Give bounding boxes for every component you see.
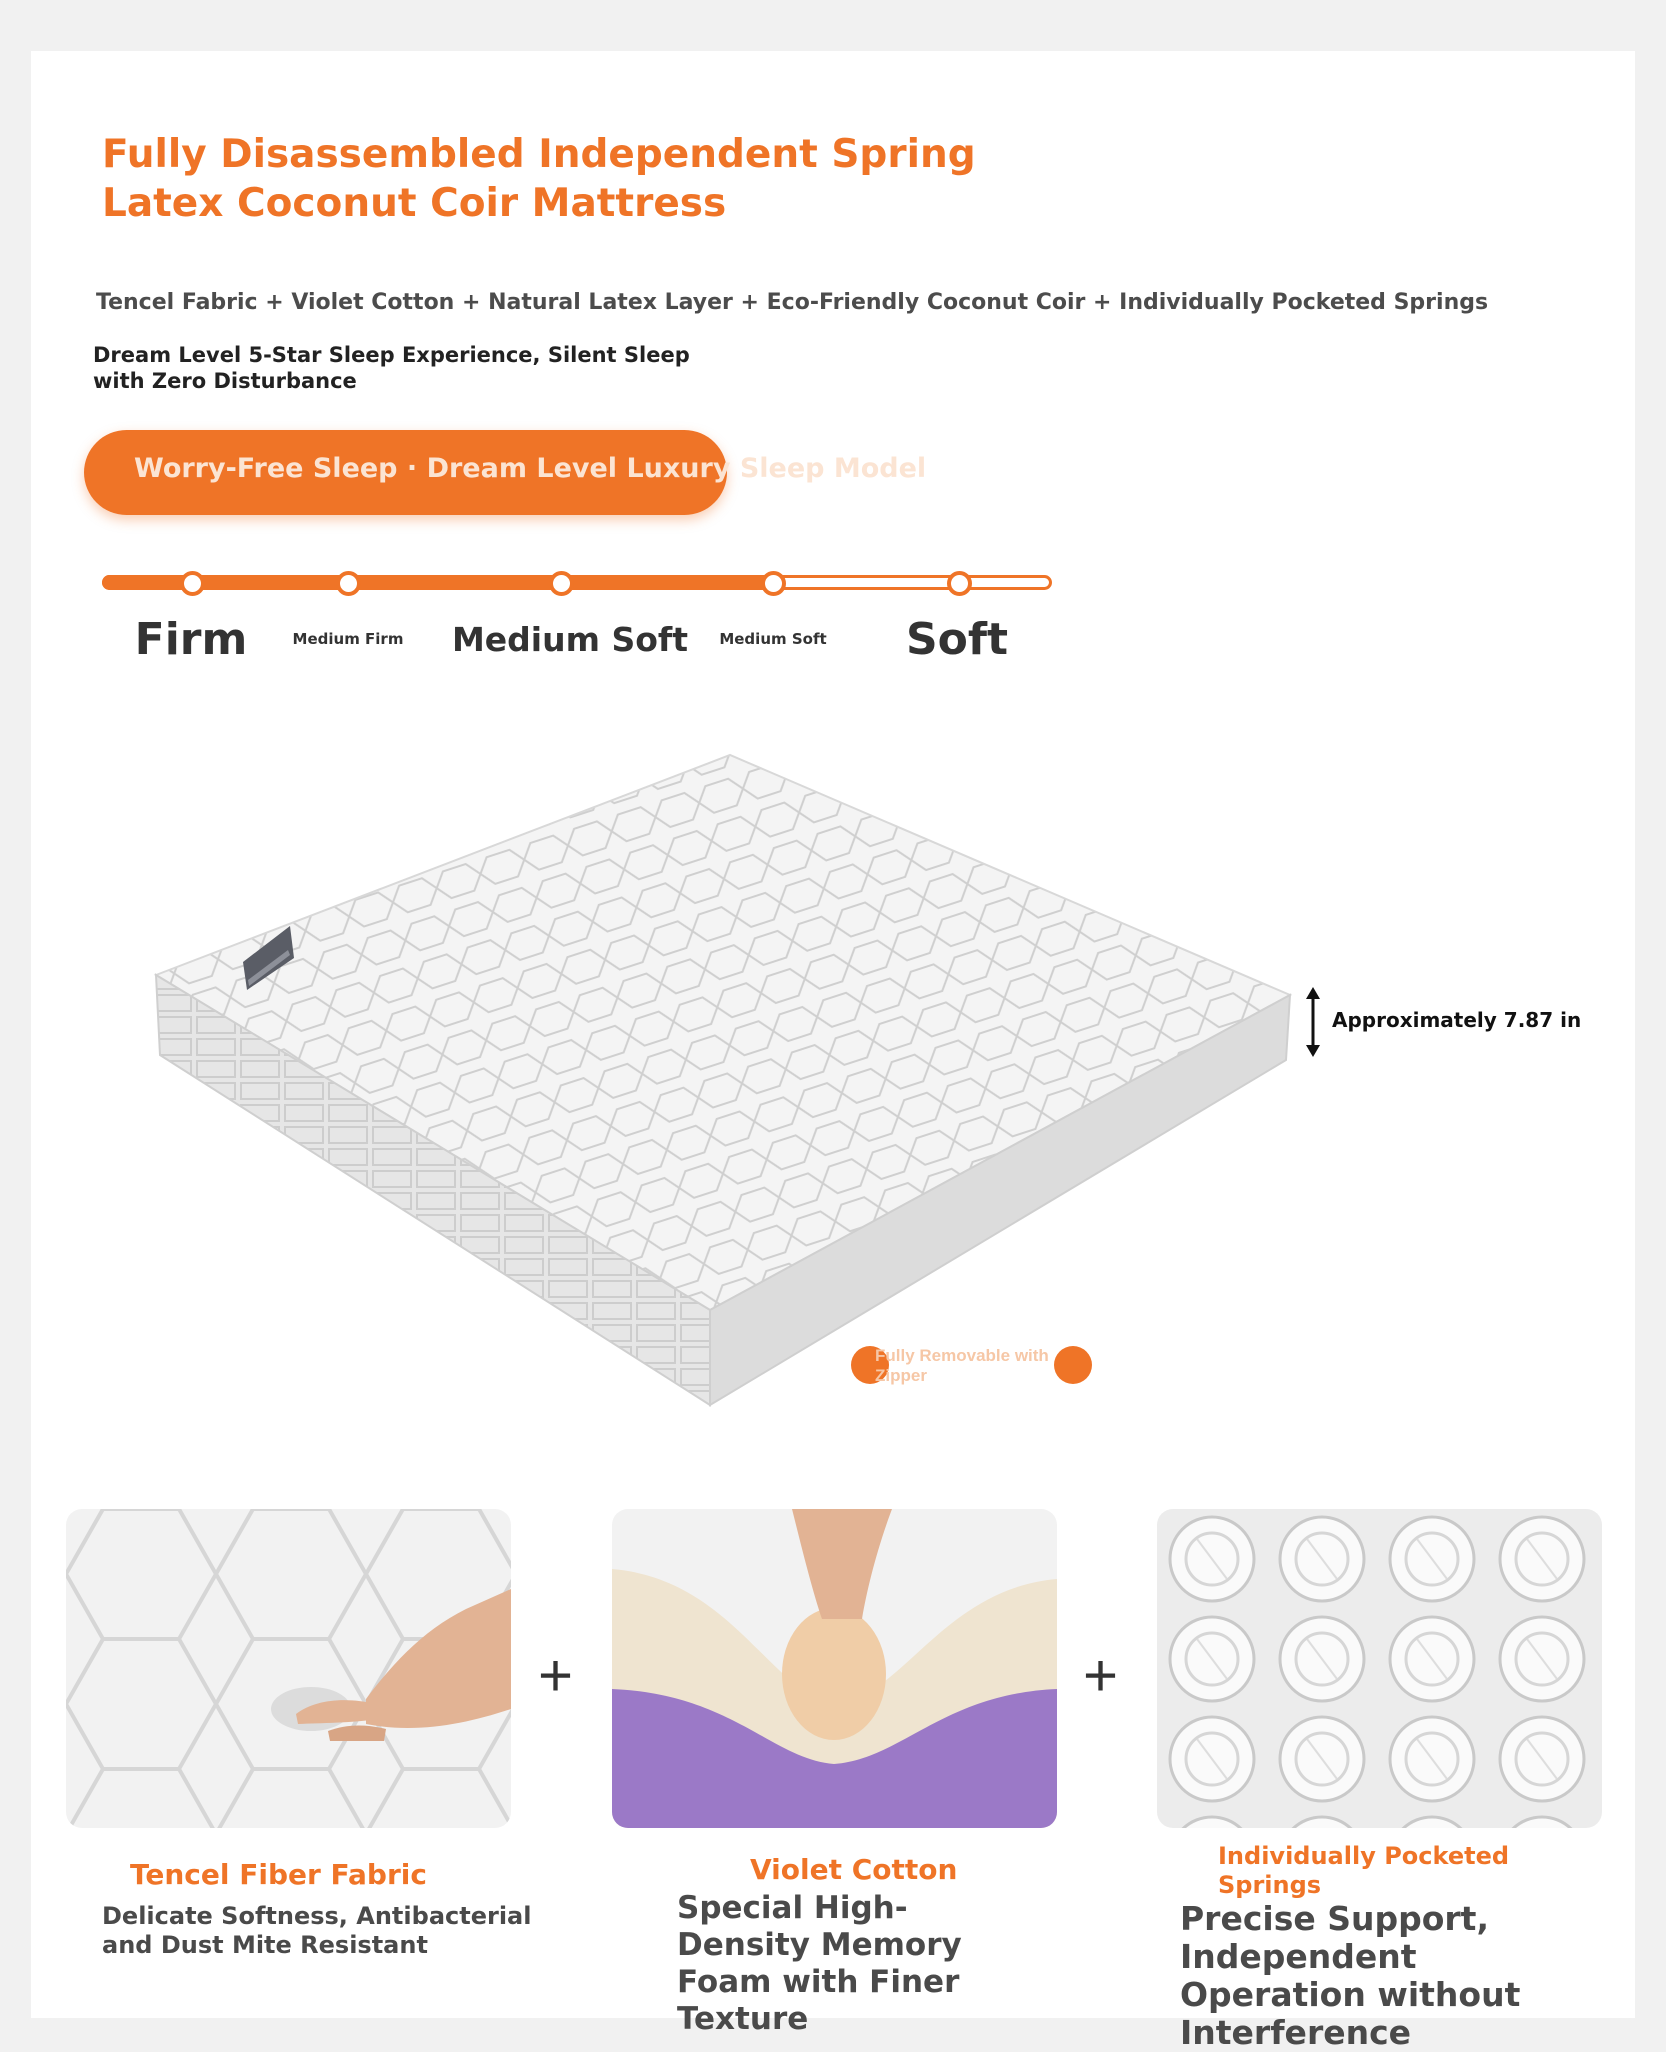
firmness-label-medium-soft-2: Medium Soft xyxy=(719,630,827,648)
firmness-label-medium-soft: Medium Soft xyxy=(451,620,689,659)
feature-name-tencel: Tencel Fiber Fabric xyxy=(130,1858,427,1891)
height-label: Approximately 7.87 in xyxy=(1332,1008,1582,1032)
feature-name-springs: Individually Pocketed Springs xyxy=(1218,1842,1510,1899)
materials-line: Tencel Fabric + Violet Cotton + Natural Latex Layer + Eco-Friendly Coconut Coir + Individually Pocketed Springs xyxy=(96,290,1489,315)
product-title: Fully Disassembled Independent Spring Latex Coconut Coir Mattress xyxy=(102,132,976,226)
firmness-dot-firm xyxy=(180,571,205,596)
firmness-dot-medium-soft-2 xyxy=(761,571,786,596)
firmness-label-medium-firm: Medium Firm xyxy=(292,630,404,648)
firmness-dot-medium-soft xyxy=(549,571,574,596)
firmness-dot-soft xyxy=(947,571,972,596)
firmness-label-firm: Firm xyxy=(134,614,248,665)
firmness-dot-medium-firm xyxy=(336,571,361,596)
tagline: Dream Level 5-Star Sleep Experience, Silent Sleep with Zero Disturbance xyxy=(93,343,690,393)
plus-icon-2: + xyxy=(1083,1642,1119,1709)
feature-desc-springs: Precise Support, Independent Operation without Interference xyxy=(1180,1899,1521,2052)
zipper-label: Fully Removable with Zipper xyxy=(875,1346,1049,1385)
banner-text: Worry-Free Sleep · Dream Level Luxury Sleep Model xyxy=(134,453,927,484)
tencel-fabric-image xyxy=(66,1509,511,1828)
firmness-scale xyxy=(102,575,1052,590)
mattress-image xyxy=(150,750,1300,1420)
pocketed-springs-image xyxy=(1157,1509,1602,1828)
feature-desc-tencel: Delicate Softness, Antibacterial and Dust Mite Resistant xyxy=(102,1902,532,1959)
firmness-label-soft: Soft xyxy=(905,614,1009,665)
violet-cotton-image xyxy=(612,1509,1057,1828)
plus-icon-1: + xyxy=(538,1642,574,1709)
feature-desc-violet: Special High-Density Memory Foam with Finer Texture xyxy=(677,1890,962,2037)
height-arrow-icon xyxy=(1306,987,1320,1057)
feature-name-violet: Violet Cotton xyxy=(750,1853,958,1886)
